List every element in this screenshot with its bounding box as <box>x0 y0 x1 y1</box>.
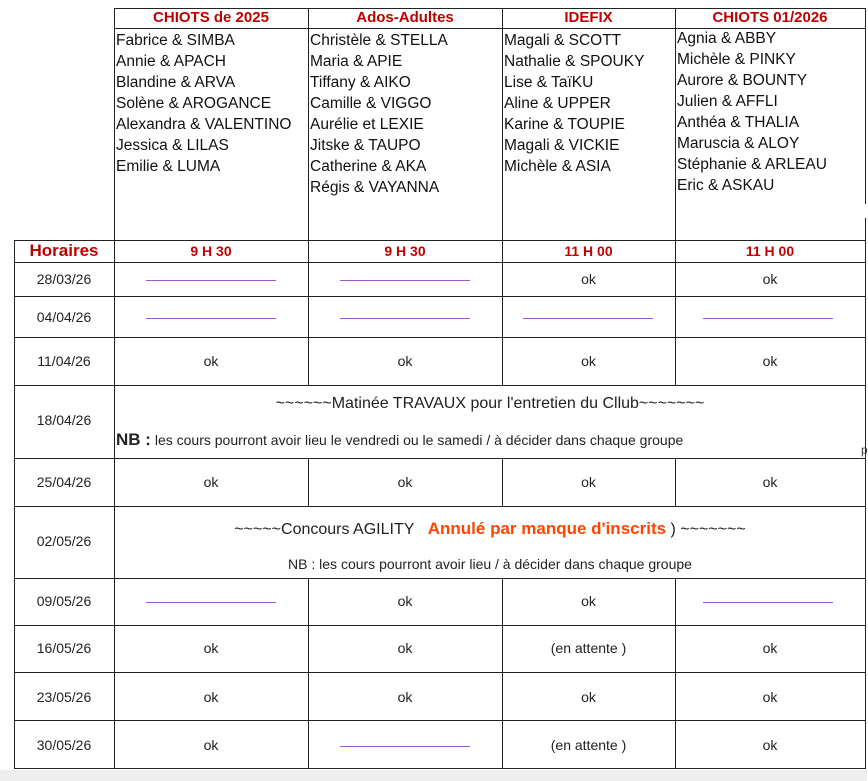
member-entry: Aurore & BOUNTY <box>677 72 808 89</box>
grid-line <box>14 262 866 263</box>
status-cell: ok <box>203 353 219 369</box>
empty-dash <box>703 602 833 603</box>
empty-dash <box>340 280 470 281</box>
status-cell: ok <box>203 689 219 705</box>
member-entry: Eric & ASKAU <box>677 177 775 194</box>
member-entry: Michèle & PINKY <box>677 51 796 68</box>
banner-left-text: ~~~~~Concours AGILITY <box>234 521 415 538</box>
member-entry: Aurélie et LEXIE <box>310 116 424 133</box>
status-cell: ok <box>203 474 219 490</box>
member-entry: Magali & VICKIE <box>504 137 620 154</box>
status-cell: ok <box>397 474 413 490</box>
member-entry: Solène & AROGANCE <box>116 95 272 112</box>
grid-line <box>14 296 866 297</box>
grid-line <box>308 8 309 386</box>
grid-line <box>14 625 866 626</box>
member-entry: Jessica & LILAS <box>116 137 229 154</box>
status-cell: ok <box>203 737 219 753</box>
date-cell: 18/04/26 <box>36 412 92 428</box>
status-cell: ok <box>581 271 596 287</box>
member-entry: Emilie & LUMA <box>116 158 221 175</box>
grid-line <box>14 720 866 721</box>
status-cell: ok <box>762 737 778 753</box>
date-cell: 04/04/26 <box>36 309 92 325</box>
date-cell: 23/05/26 <box>36 689 92 705</box>
status-cell: ok <box>581 689 596 705</box>
member-list <box>116 30 291 177</box>
member-entry: Stéphanie & ARLEAU <box>677 156 827 173</box>
group-time: 9 H 30 <box>190 243 232 259</box>
member-entry: Aline & UPPER <box>504 95 611 112</box>
date-cell: 16/05/26 <box>36 640 92 656</box>
nb-text: les cours pourront avoir lieu le vendredi ou le samedi / à décider dans chaque groupe <box>154 432 684 448</box>
grid-line <box>675 8 676 386</box>
member-entry: Fabrice & SIMBA <box>116 32 235 49</box>
event-note <box>116 430 683 450</box>
group-title-idefix: IDEFIX <box>564 9 613 26</box>
status-cell: ok <box>762 640 778 656</box>
event-note: NB : les cours pourront avoir lieu / à décider dans chaque groupe <box>288 556 692 572</box>
status-cell: ok <box>397 353 413 369</box>
group-title-chiots-2026: CHIOTS 01/2026 <box>712 9 828 26</box>
status-cell: ok <box>203 640 219 656</box>
empty-dash <box>523 318 653 319</box>
member-entry: Karine & TOUPIE <box>504 116 625 133</box>
date-cell: 25/04/26 <box>36 474 92 490</box>
empty-dash <box>146 602 276 603</box>
empty-dash <box>340 746 470 747</box>
grid-line <box>14 458 866 459</box>
member-entry: Anthéa & THALIA <box>677 114 800 131</box>
empty-dash <box>703 318 833 319</box>
status-cell: ok <box>762 474 778 490</box>
member-entry: Camille & VIGGO <box>310 95 432 112</box>
date-cell: 02/05/26 <box>36 533 92 549</box>
member-entry: Alexandra & VALENTINO <box>116 116 292 133</box>
member-entry: Lise & TaïKU <box>504 74 594 91</box>
member-entry: Magali & SCOTT <box>504 32 622 49</box>
member-list <box>310 30 448 198</box>
event-banner-agility <box>114 519 866 539</box>
status-cell: (en attente ) <box>550 640 627 656</box>
member-list <box>504 30 644 177</box>
date-cell: 09/05/26 <box>36 593 92 609</box>
bottom-strip <box>0 770 867 781</box>
member-entry: Maria & APIE <box>310 53 403 70</box>
member-entry: Agnia & ABBY <box>677 30 777 47</box>
status-cell: ok <box>397 593 413 609</box>
grid-line <box>14 578 866 579</box>
date-cell: 30/05/26 <box>36 737 92 753</box>
status-cell: ok <box>581 593 596 609</box>
member-entry: Nathalie & SPOUKY <box>504 53 645 70</box>
status-cell: ok <box>762 689 778 705</box>
status-cell: ok <box>581 474 596 490</box>
edge-character: p <box>861 443 868 457</box>
date-cell: 28/03/26 <box>36 271 92 287</box>
grid-line <box>14 506 866 507</box>
horaires-label: Horaires <box>29 241 99 260</box>
group-time: 11 H 00 <box>745 243 795 259</box>
group-title-ados-adultes: Ados-Adultes <box>356 9 454 26</box>
event-banner-travaux: ~~~~~~Matinée TRAVAUX pour l'entretien du Cllub~~~~~~~ <box>275 395 705 412</box>
member-entry: Catherine & AKA <box>310 158 427 175</box>
grid-line <box>865 8 866 204</box>
group-title-chiots-2025: CHIOTS de 2025 <box>153 9 269 26</box>
status-cell: ok <box>762 271 778 287</box>
empty-dash <box>146 280 276 281</box>
member-entry: Maruscia & ALOY <box>677 135 800 152</box>
grid-line <box>502 8 503 386</box>
group-time: 11 H 00 <box>564 243 613 259</box>
empty-dash <box>340 318 470 319</box>
banner-right-text: ) ~~~~~~~ <box>670 521 746 538</box>
member-entry: Christèle & STELLA <box>310 32 448 49</box>
grid-line <box>865 218 866 769</box>
grid-line <box>14 385 866 386</box>
cancelled-text: Annulé par manque d'inscrits <box>427 519 667 538</box>
member-entry: Tiffany & AIKO <box>310 74 411 91</box>
member-entry: Michèle & ASIA <box>504 158 611 175</box>
status-cell: (en attente ) <box>550 737 627 753</box>
member-entry: Julien & AFFLI <box>677 93 778 110</box>
status-cell: ok <box>397 640 413 656</box>
member-entry: Blandine & ARVA <box>116 74 236 91</box>
grid-line <box>14 768 866 769</box>
group-time: 9 H 30 <box>384 243 426 259</box>
status-cell: ok <box>762 353 778 369</box>
member-entry: Jitske & TAUPO <box>310 137 421 154</box>
status-cell: ok <box>397 689 413 705</box>
nb-label: NB : <box>116 430 151 449</box>
status-cell: ok <box>581 353 596 369</box>
member-list <box>677 28 827 196</box>
date-cell: 11/04/26 <box>37 353 91 369</box>
empty-dash <box>146 318 276 319</box>
member-entry: Annie & APACH <box>116 53 226 70</box>
grid-line <box>14 337 866 338</box>
member-entry: Régis & VAYANNA <box>310 179 440 196</box>
grid-line <box>14 672 866 673</box>
